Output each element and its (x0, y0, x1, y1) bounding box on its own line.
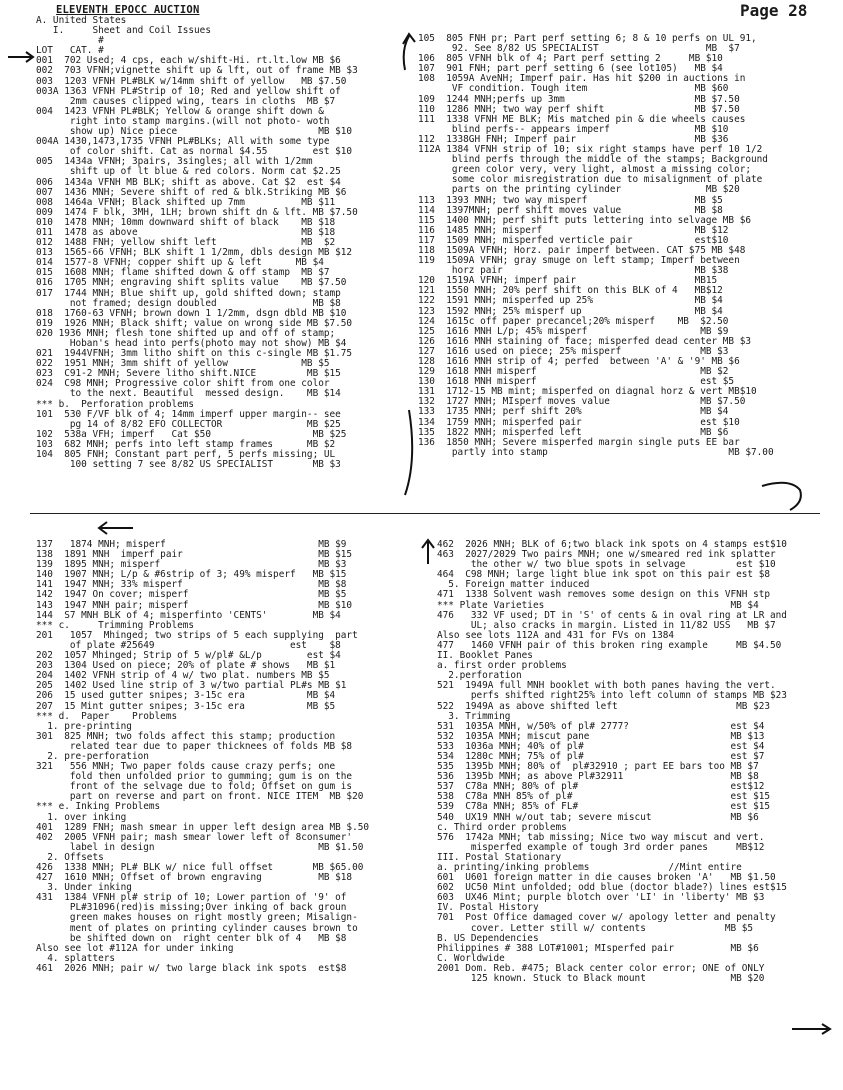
lot-line: 4. splatters (36, 952, 116, 964)
lot-line: 2. Offsets (36, 851, 104, 863)
lot-line: *** e. Inking Problems (36, 801, 161, 813)
lot-line: 426 1338 MNH; PL# BLK w/ nice full offset MB $65.00 (36, 862, 364, 873)
lot-line: to the next. Beautiful messed design. MB $14 (36, 388, 341, 400)
lot-line: the other w/ two blue spots in selvage est $10 (437, 559, 776, 571)
lot-line: 002 703 VFNH;vignette shift up & lft, out of frame MB $3 (36, 65, 358, 77)
lot-line: 576 1742a MNH; tab missing; Nice two way miscut and vert. (437, 831, 765, 843)
arrow-curve-icon (760, 474, 820, 514)
arrow-end-icon (790, 1022, 834, 1036)
lot-line: 427 1610 MNH; Offset of brown engraving MB $18 (36, 872, 353, 884)
lot-line: 139 1895 MNH; misperf MB $3 (36, 559, 347, 571)
lot-line: I. Sheet and Coil Issues (36, 25, 211, 37)
lot-line: 114 1397MNH; perf shift moves value MB $8 (418, 204, 723, 216)
lot-line: 203 1304 Used on piece; 20% of plate # shows MB $1 (36, 660, 336, 672)
lot-line: horz pair MB $38 (418, 265, 729, 277)
lot-line: fold then unfolded prior to gumming; gum is on the (36, 771, 353, 783)
lot-line: front of the selvage due to fold; Offset on gum is (36, 781, 353, 793)
lot-line: 5. Foreign matter induced (437, 579, 590, 591)
lot-line: 141 1947 MNH; 33% misperf MB $8 (36, 579, 347, 591)
lot-line: 464 C98 MNH; large light blue ink spot on this pair est $8 (437, 569, 771, 581)
lot-line: 125 known. Stuck to Black mount MB $20 (437, 973, 765, 985)
lot-line: blind perfs-- appears imperf MB $10 (418, 123, 729, 135)
lot-line: 133 1735 MNH; perf shift 20% MB $4 (418, 406, 729, 418)
lot-line: 431 1384 VFNH pl# strip of 10; Lower partion of '9' of (36, 892, 347, 904)
lot-line: 010 1478 MNH; 10mm downward shift of black MB $18 (36, 216, 336, 228)
lot-line: 117 1509 MNH; misperfed verticle pair est$10 (418, 234, 729, 246)
lot-line: 118 1509A VFNH; Horz. pair imperf between. CAT $75 MB $48 (418, 244, 746, 256)
column-top-right (418, 34, 828, 458)
lot-line: 106 805 VFNH blk of 4; Part perf setting 2 MB $10 (418, 53, 723, 65)
lot-line: 006 1434a VFNH MB BLK; shift as above. Cat $2 est $4 (36, 176, 341, 188)
lot-line: 137 1874 MNH; misperf MB $9 (36, 539, 347, 550)
lot-line: 142 1947 On cover; misperf MB $5 (36, 589, 347, 601)
lot-line: 124 1615c off paper precancel;20% misperf MB $2.50 (418, 315, 729, 327)
lot-line: ment of plates on printing cylinder causes brown to (36, 922, 358, 934)
lot-line: 402 2005 VFNH pair; mash smear lower left of 8consumer' (36, 831, 353, 843)
lot-line: pg 14 of 8/82 EFO COLLECTOR MB $25 (36, 418, 341, 430)
lot-line: 2. pre-perforation (36, 750, 149, 762)
lot-line: III. Postal Stationary (437, 851, 562, 863)
lot-line: 204 1402 VFNH strip of 4 w/ two plat. numbers MB $5 (36, 670, 330, 682)
lot-line: perfs shifted right25% into left column of stamps MB $23 (437, 690, 787, 702)
column-bottom-right (437, 540, 832, 984)
lot-line: 019 1926 MNH; Black shift; value on wrong side MB $7.50 (36, 317, 353, 329)
lot-line: a. printing/inking problems //Mint entire (437, 862, 742, 873)
lot-line: 121 1550 MNH; 20% perf shift on this BLK of 4 MB$12 (418, 285, 723, 297)
lot-line: 201 1057 Mhinged; two strips of 5 each supplying part (36, 629, 358, 641)
lot-line: 012 1488 FNH; yellow shift left MB $2 (36, 237, 336, 249)
auction-title: ELEVENTH EPOCC AUCTION (56, 4, 200, 16)
lot-line: A. United States (36, 15, 127, 26)
lot-line: # (36, 35, 104, 47)
lot-line: *** d. Paper Problems (36, 710, 178, 722)
lot-line: 001 702 Used; 4 cps, each w/shift-Hi. rt.lt.low MB $6 (36, 55, 341, 67)
lot-line: green makes houses on right mostly green; Misalign- (36, 912, 358, 924)
lot-line: *** b. Perforation problems (36, 398, 195, 410)
lot-line: 603 UX46 Mint; purple blotch over 'LI' in 'liberty' MB $3 (437, 892, 765, 904)
lot-line: *** Plate Varieties MB $4 (437, 599, 759, 611)
lot-line: Hoban's head into perfs(photo may not show) MB $4 (36, 338, 347, 349)
lot-line: 138 1891 MNH imperf pair MB $15 (36, 549, 353, 561)
lot-line: 112A 1384 VFNH strip of 10; six right stamps have perf 10 1/2 (418, 144, 763, 156)
lot-line: 206 15 used gutter snipes; 3-15c era MB $4 (36, 690, 336, 702)
lot-line: 129 1618 MNH misperf MB $2 (418, 366, 729, 378)
lot-line: 110 1286 MNH; two way perf shift MB $7.50 (418, 103, 740, 115)
lot-line: 2mm causes clipped wing, tears in cloths MB $7 (36, 95, 336, 107)
lot-line: 539 C78a MNH; 85% of FL# est $15 (437, 801, 771, 813)
lot-line: 401 1289 FNH; mash smear in upper left design area MB $.50 (36, 821, 370, 833)
lot-line: 535 1395b MNH; 80% of pl#32910 ; part EE bars too MB $7 (437, 761, 759, 773)
lot-line: 534 1280c MNH; 75% of pl# est $7 (437, 750, 765, 762)
lot-line: 540 UX19 MNH w/out tab; severe miscut MB $6 (437, 811, 759, 823)
lot-line: 125 1616 MNH L/p; 45% misperf MB $9 (418, 325, 729, 337)
lot-line: II. Booklet Panes (437, 650, 533, 662)
lot-line: 522 1949A as above shifted left MB $23 (437, 700, 771, 712)
lot-line: parts on the printing cylinder MB $20 (418, 184, 740, 196)
lot-line: 2.perforation (437, 670, 522, 682)
lot-line: 701 Post Office damaged cover w/ apology letter and penalty (437, 912, 776, 924)
arrow-left-icon (95, 520, 135, 536)
lot-line: 1. pre-printing (36, 720, 132, 732)
lot-line: 008 1464a VFNH; Black shifted up 7mm MB $11 (36, 196, 336, 208)
lot-line: 007 1436 MNH; Severe shift of red & blk.Striking MB $6 (36, 186, 347, 198)
lot-line: 003 1203 VFNH PL#BLK w/14mm shift of yellow MB $7.50 (36, 75, 347, 87)
lot-line: VF condition. Tough item MB $60 (418, 83, 729, 95)
lot-line: 101 530 F/VF blk of 4; 14mm imperf upper margin-- see (36, 408, 341, 420)
lot-line: 462 2026 MNH; BLK of 6;two black ink spots on 4 stamps est$10 (437, 539, 787, 550)
lot-line: 471 1338 Solvent wash removes some design on this VFNH stp (437, 589, 771, 601)
lot-line: 134 1759 MNH; misperfed pair est $10 (418, 416, 740, 428)
lot-line: be shifted down on right center blk of 4 MB $8 (36, 932, 347, 944)
lot-line: Also see lots 112A and 431 for FVs on 1384 (437, 629, 675, 641)
lot-line: 116 1485 MNH; misperf MB $12 (418, 224, 729, 236)
lot-line: 018 1760-63 VFNH; brown down 1 1/2mm, dsgn dbld MB $10 (36, 307, 347, 319)
lot-line: 461 2026 MNH; pair w/ two large black ink spots est$8 (36, 962, 347, 974)
lot-line: 122 1591 MNH; misperfed up 25% MB $4 (418, 295, 723, 307)
lot-line: 202 1057 Mhinged; Strip of 5 w/pl# &L/p est $4 (36, 650, 341, 662)
lot-line: 013 1565-66 VFNH; BLK shift 1 1/2mm, dbls design MB $12 (36, 247, 353, 259)
lot-line: LOT CAT. # (36, 45, 104, 57)
section-divider (30, 513, 820, 514)
lot-line: 102 538a VFH; imperf Cat $50 MB $25 (36, 428, 347, 440)
lot-line: 132 1727 MNH; MIsperf moves value MB $7.50 (418, 396, 746, 408)
lot-line: B. US Dependencies (437, 932, 539, 944)
lot-line: 92. See 8/82 US SPECIALIST MB $7 (418, 43, 740, 55)
lot-line: 131 1712-15 MB mint; misperfed on diagnal horz & vert MB$10 (418, 386, 757, 398)
lot-line: 536 1395b MNH; as above Pl#32911 MB $8 (437, 771, 759, 783)
lot-line: 602 UC50 Mint unfolded; odd blue (doctor blade?) lines est$15 (437, 882, 787, 894)
page-number: Page 28 (740, 1, 808, 20)
lot-line: 023 C91-2 MNH; Severe litho shift.NICE MB $15 (36, 368, 341, 380)
lot-line: 130 1618 MNH misperf est $5 (418, 376, 735, 388)
lot-line: 113 1393 MNH; two way misperf MB $5 (418, 194, 723, 206)
lot-line: 115 1400 MNH; perf shift puts lettering into selvage MB $6 (418, 214, 752, 226)
lot-line: 3. Trimming (437, 710, 511, 722)
lot-line: 207 15 Mint gutter snipes; 3-15c era MB $5 (36, 700, 336, 712)
lot-line: 205 1402 Used line strip of 3 w/two partial PL#s MB $1 (36, 680, 347, 692)
lot-line: part on reverse and part on front. NICE ITEM MB $20 (36, 791, 364, 803)
lot-line: 531 1035A MNH, w/50% of pl# 2777? est $4 (437, 720, 765, 732)
lot-line: misperfed example of tough 3rd order panes MB$12 (437, 841, 765, 853)
lot-line: 537 C78a MNH; 80% of pl# est$12 (437, 781, 765, 793)
lot-line: 123 1592 MNH; 25% misperf up MB $4 (418, 305, 723, 317)
lot-line: 538 C78a MNH 85% of pl# est $15 (437, 791, 771, 803)
lot-line: 103 682 MNH; perfs into left stamp frames MB $2 (36, 438, 336, 450)
lot-line: 100 setting 7 see 8/82 US SPECIALIST MB $3 (36, 459, 341, 471)
lot-line: 024 C98 MNH; Progressive color shift from one color (36, 378, 330, 390)
lot-line: of color shift. Cat as normal $4.55 est $10 (36, 146, 353, 158)
lot-line: right into stamp margins.(will not photo- woth (36, 115, 330, 127)
lot-line: 126 1616 MNH staining of face; misperfed dead center MB $3 (418, 335, 752, 347)
lot-line: 477 1460 VFNH pair of this broken ring example MB $4.50 (437, 639, 782, 651)
lot-line: PL#31096(red)is missing;Over inking of back groun (36, 902, 347, 914)
lot-line: 128 1616 MNH strip of 4; perfed between 'A' & '9' MB $6 (418, 356, 740, 367)
column-bottom-left (36, 540, 421, 974)
lot-line: 120 1519A VFNH; imperf pair MB15 (418, 275, 718, 287)
lot-line: 005 1434a VFNH; 3pairs, 3singles; all with 1/2mm (36, 156, 313, 168)
lot-line: some color misregistration due to misalignment of plate (418, 174, 763, 186)
lot-line: 3. Under inking (36, 882, 132, 894)
lot-line: Philippines # 388 LOT#1001; MIsperfed pair MB $6 (437, 942, 759, 954)
lot-line: 521 1949A full MNH booklet with both panes having the vert. (437, 680, 776, 692)
lot-line: related tear due to paper thicknees of folds MB $8 (36, 740, 353, 752)
lot-line: 009 1474 F blk, 3MH, 1LH; brown shift dn & lft. MB $7.50 (36, 206, 358, 218)
lot-line: 108 1059A AveNH; Imperf pair. Has hit $200 in auctions in (418, 73, 746, 85)
lot-line: 022 1951 MNH; 3mm shift of yellow MB $5 (36, 358, 330, 370)
lot-line: cover. Letter still w/ contents MB $5 (437, 922, 754, 934)
lot-line: 463 2027/2029 Two pairs MNH; one w/smeared red ink splatter (437, 549, 776, 561)
lot-line: 020 1936 MNH; flesh tone shifted up and off of stamp; (36, 327, 336, 339)
lot-line: 143 1947 MNH pair; misperf MB $10 (36, 599, 353, 611)
lot-line: show up) Nice piece MB $10 (36, 126, 353, 138)
lot-line: 107 901 FNH; part perf setting 6 (see lot105) MB $4 (418, 63, 723, 75)
lot-line: C. Worldwide (437, 952, 505, 964)
lot-line: 136 1850 MNH; Severe misperfed margin single puts EE bar (418, 436, 740, 448)
lot-line: 301 825 MNH; two folds affect this stamp; production (36, 730, 336, 742)
lot-line: 003A 1363 VFNH PL#Strip of 10; Red and yellow shift of (36, 85, 341, 97)
arrow-right-icon (6, 50, 36, 64)
lot-line: IV. Postal History (437, 902, 539, 914)
lot-line: shift up of lt blue & red colors. Norm cat $2.25 (36, 166, 341, 178)
lot-line: not framed; design doubled MB $8 (36, 297, 341, 309)
lot-line: a. first order problems (437, 660, 567, 672)
lot-line: 015 1608 MNH; flame shifted down & off stamp MB $7 (36, 267, 330, 279)
lot-line: of plate #25649 est $8 (36, 639, 341, 651)
lot-line: 601 U601 foreign matter in die causes broken 'A' MB $1.50 (437, 872, 776, 884)
lot-line: partly into stamp MB $7.00 (418, 446, 774, 458)
lot-line: 476 332 VF used; DT in 'S' of cents & in oval ring at LR and (437, 609, 787, 621)
lot-line: green color very, very light, almost a missing color; (418, 164, 752, 176)
lot-line: 135 1822 MNH; misperfed left MB $6 (418, 426, 729, 438)
lot-line: 004 1423 VFNH PL#BLK; Yellow & orange shift down & (36, 105, 324, 117)
lot-line: 014 1577-8 VFNH; copper shift up & left MB $4 (36, 257, 324, 269)
lot-line: 109 1244 MNH;perfs up 3mm MB $7.50 (418, 93, 740, 105)
lot-line: 144 S7 MNH BLK of 4; misperfinto 'CENTS' MB $4 (36, 609, 341, 621)
lot-line: blind perfs through the middle of the stamps; Background (418, 154, 768, 166)
lot-line: 004A 1430,1473,1735 VFNH PL#BLKs; All with some type (36, 136, 330, 148)
lot-line: 104 805 FNH; Constant part perf, 5 perfs missing; UL (36, 449, 336, 461)
lot-line: 1. over inking (36, 811, 127, 823)
column-top-left (36, 16, 406, 470)
lot-line: 2001 Dom. Reb. #475; Black center color error; ONE of ONLY (437, 962, 765, 974)
lot-line: label in design MB $1.50 (36, 841, 364, 853)
lot-line: 111 1338 VFNH ME BLK; Mis matched pin & die wheels causes (418, 113, 746, 125)
lot-line: 016 1705 MNH; engraving shift splits value MB $7.50 (36, 277, 347, 289)
lot-line: c. Third order problems (437, 821, 567, 833)
lot-line: 011 1478 as above MB $18 (36, 226, 336, 238)
lot-line: 017 1744 MNH; Blue shift up, gold shifted down; stamp (36, 287, 341, 299)
lot-line: 021 1944VFNH; 3mm litho shift on this c-single MB $1.75 (36, 348, 353, 360)
lot-line: 105 805 FNH pr; Part perf setting 6; 8 & 10 perfs on UL 91, (418, 33, 757, 44)
lot-line: 112 1338GH FNH; Imperf pair MB $36 (418, 133, 729, 145)
lot-line: 532 1035A MNH; miscut pane MB $13 (437, 730, 765, 742)
lot-line: 119 1509A VFNH; gray smuge on left stamp; Imperf between (418, 255, 740, 267)
lot-line: 321 556 MNH; Two paper folds cause crazy perfs; one (36, 761, 336, 773)
lot-line: UL; also cracks in margin. Listed in 11/82 USS MB $7 (437, 619, 776, 631)
lot-line: 533 1036a MNH; 40% of pl# est $4 (437, 740, 765, 752)
lot-line: *** c. Trimming Problems (36, 619, 195, 631)
lot-line: 140 1907 MNH; L/p & #6strip of 3; 49% misperf MB $15 (36, 569, 347, 581)
lot-line: Also see lot #112A for under inking (36, 942, 234, 954)
lot-line: 127 1616 used on piece; 25% misperf MB $3 (418, 345, 729, 357)
